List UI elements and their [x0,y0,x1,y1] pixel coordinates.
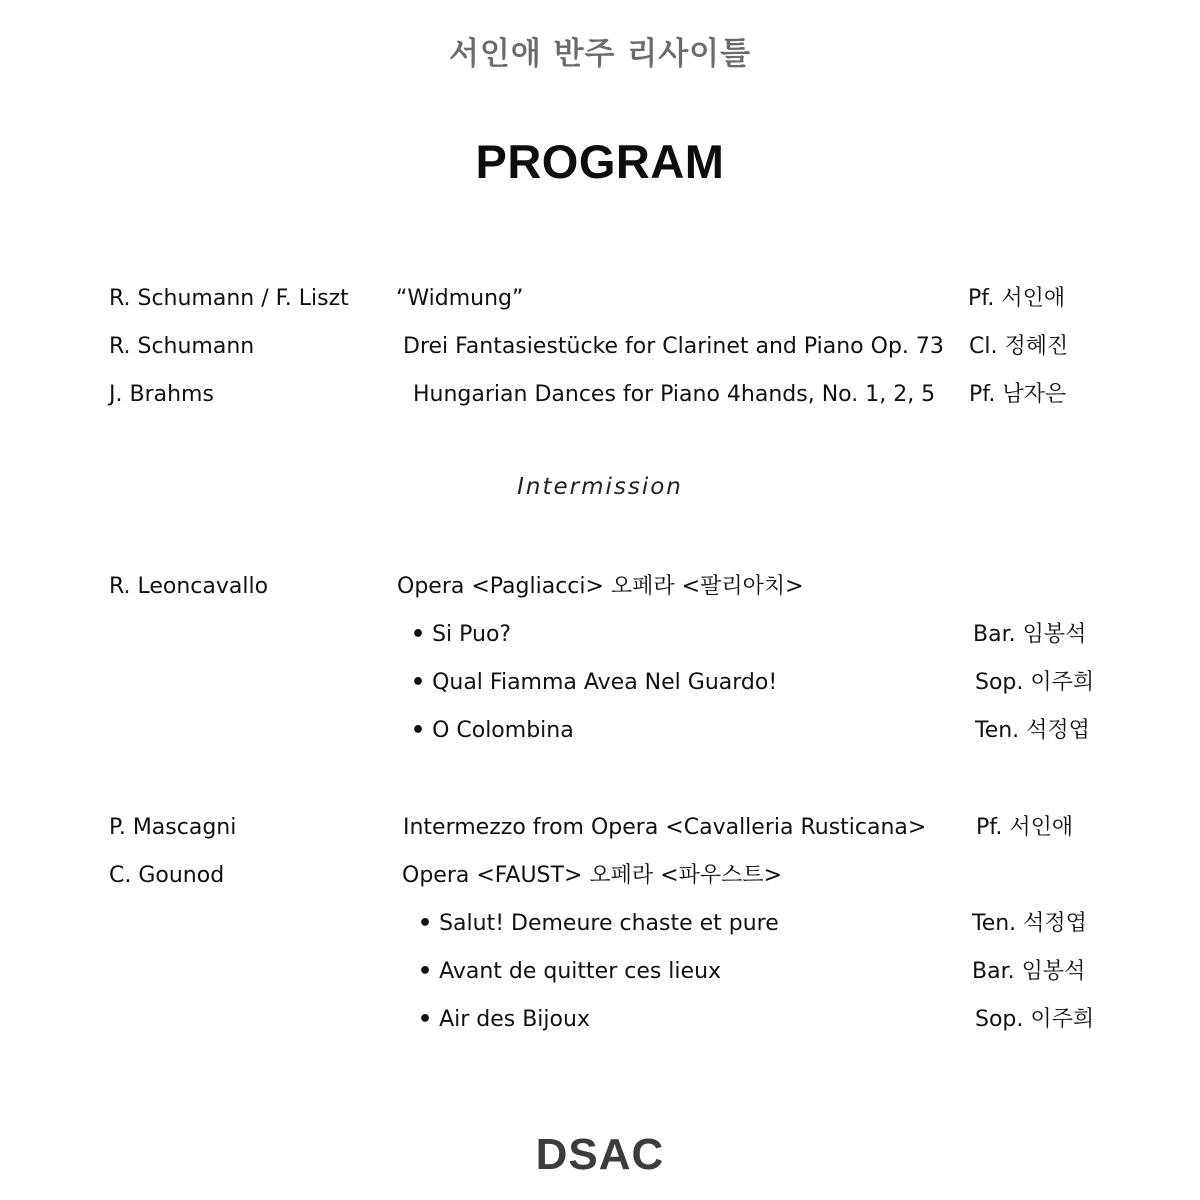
aria-row [0,617,1200,653]
aria-item [418,1002,590,1038]
aria-title: Salut! Demeure chaste et pure [439,911,779,936]
aria-row [0,665,1200,701]
performer-name: Ten. 석정엽 [972,911,1087,936]
work-title: Drei Fantasiestücke for Clarinet and Piano Op. 73 [403,334,944,359]
aria-item [411,665,777,701]
aria-item [418,906,779,942]
aria-row [0,906,1200,942]
performer-name: Cl. 정혜진 [969,334,1069,359]
program-row [0,810,1200,846]
aria-item [411,617,511,653]
aria-title: O Colombina [432,718,574,743]
aria-row [0,1002,1200,1038]
aria-item [418,954,721,990]
performer-name: Sop. 이주희 [975,1007,1095,1032]
program-row [0,569,1200,605]
composer-name: C. Gounod [109,863,225,888]
composer-name: R. Schumann [109,334,255,359]
work-title: Intermezzo from Opera <Cavalleria Rusticana> [403,815,927,840]
performer-name: Pf. 남자은 [969,382,1067,407]
composer-name: P. Mascagni [109,815,237,840]
aria-row [0,954,1200,990]
bullet-icon: • [418,911,433,936]
performer-name: Pf. 서인애 [968,286,1066,311]
aria-item [411,713,574,749]
intermission-label: Intermission [517,474,683,500]
program-row [0,858,1200,894]
performer-name: Ten. 석정엽 [975,718,1090,743]
aria-title: Avant de quitter ces lieux [439,959,722,984]
performer-name: Bar. 임봉석 [973,622,1087,647]
program-heading: PROGRAM [475,135,725,188]
bullet-icon: • [411,622,426,647]
program-row [0,377,1200,413]
program-row [0,281,1200,317]
composer-name: R. Leoncavallo [109,574,269,599]
bullet-icon: • [411,670,426,695]
work-title: Opera <FAUST> 오페라 <파우스트> [402,863,783,888]
dsac-logo: DSAC [535,1130,665,1179]
bullet-icon: • [418,1007,433,1032]
program-row [0,329,1200,365]
work-title: Opera <Pagliacci> 오페라 <팔리아치> [397,574,804,599]
bullet-icon: • [411,718,426,743]
work-title: Hungarian Dances for Piano 4hands, No. 1, 2, 5 [413,382,936,407]
composer-name: R. Schumann / F. Liszt [109,286,349,311]
aria-title: Qual Fiamma Avea Nel Guardo! [432,670,778,695]
performer-name: Sop. 이주희 [975,670,1095,695]
recital-title: 서인애 반주 리사이틀 [448,36,752,72]
aria-title: Air des Bijoux [439,1007,590,1032]
composer-name: J. Brahms [109,382,214,407]
performer-name: Pf. 서인애 [976,815,1074,840]
work-title: “Widmung” [396,286,524,311]
aria-row [0,713,1200,749]
bullet-icon: • [418,959,433,984]
performer-name: Bar. 임봉석 [972,959,1086,984]
aria-title: Si Puo? [432,622,512,647]
